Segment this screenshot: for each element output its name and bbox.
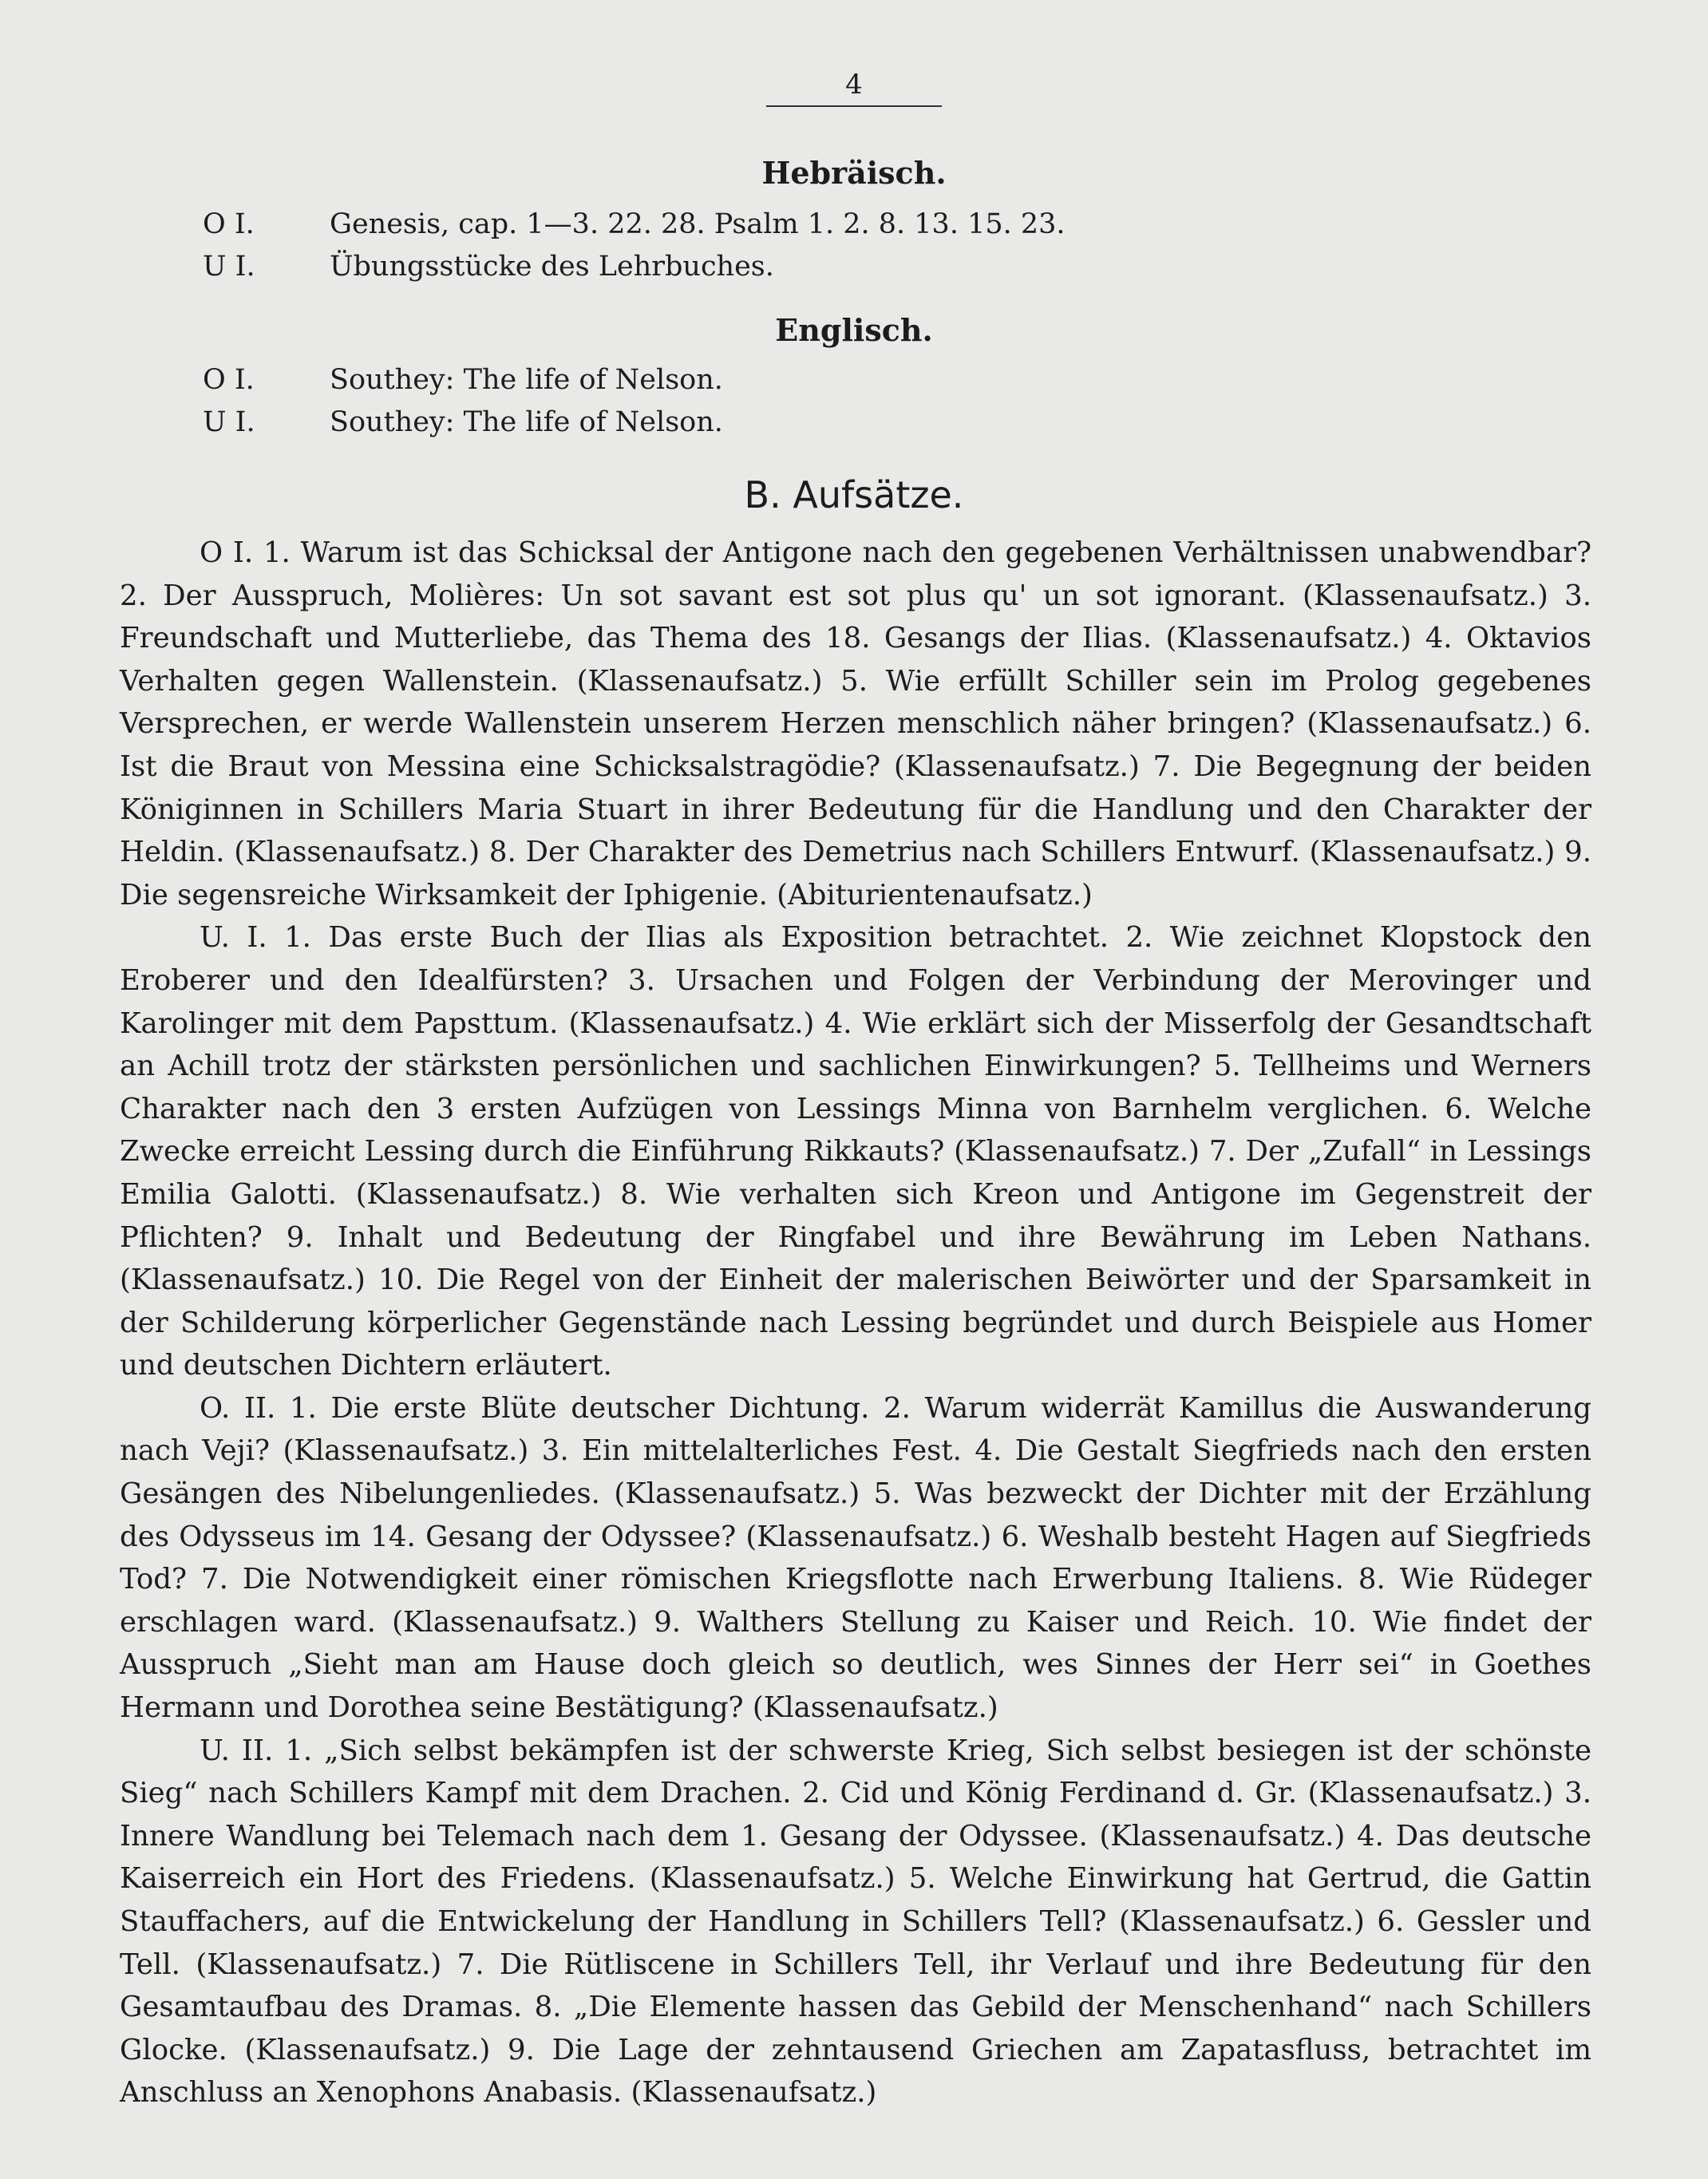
class-label: U I. <box>203 406 255 438</box>
reading-text: Southey: The life of Nelson. <box>330 364 723 396</box>
class-label: O I. <box>203 364 255 396</box>
class-label: O I. <box>203 208 255 240</box>
reading-text: Übungsstücke des Lehrbuches. <box>330 251 774 283</box>
class-label: U I. <box>203 251 255 283</box>
reading-text: Genesis, cap. 1—3. 22. 28. Psalm 1. 2. 8. 13. 15. 23. <box>330 208 1066 240</box>
reading-text: Southey: The life of Nelson. <box>330 406 723 438</box>
page-number: 4 <box>766 69 942 107</box>
essay-paragraph-u2: U. II. 1. „Sich selbst bekämpfen ist der schwerste Krieg, Sich selbst besiegen ist der schönste Sieg“ nach Schillers Kampf mit dem Drachen. 2. Cid und König Ferdinand d. Gr. (Klassenaufsatz.) 3. Innere Wandlung bei Telemach nach dem 1. Gesang der Odyssee. (Klassenaufsatz.) 4. Das deutsche Kaiserreich ein Hort des Friedens. (Klassenaufsatz.) 5. Welche Einwirkung hat Gertrud, die Gattin Stauffachers, auf die Entwickelung der Handlung in Schillers Tell? (Klassenaufsatz.) 6. Gessler und Tell. (Klassenaufsatz.) 7. Die Rütliscene in Schillers Tell, ihr Verlauf und ihre Bedeutung für den Gesamtaufbau des Dramas. 8. „Die Elemente hassen das Gebild der Menschenhand“ nach Schillers Glocke. (Klassenaufsatz.) 9. Die Lage der zehntausend Griechen am Zapatasfluss, betrachtet im Anschluss an Xenophons Anabasis. (Klassenaufsatz.) <box>120 1734 1591 2110</box>
section-heading-english: Englisch. <box>775 312 933 348</box>
essays-body <box>120 532 1591 2114</box>
section-heading-hebrew: Hebräisch. <box>761 155 947 191</box>
essay-paragraph-u1: U. I. 1. Das erste Buch der Ilias als Exposition betrachtet. 2. Wie zeichnet Klopstock den Eroberer und den Idealfürsten? 3. Ursachen und Folgen der Verbindung der Merovinger und Karolinger mit dem Papsttum. (Klassenaufsatz.) 4. Wie erklärt sich der Misserfolg der Gesandtschaft an Achill trotz der stärksten persönlichen und sachlichen Einwirkungen? 5. Tellheims und Werners Charakter nach den 3 ersten Aufzügen von Lessings Minna von Barnhelm verglichen. 6. Welche Zwecke erreicht Lessing durch die Einführung Rikkauts? (Klassenaufsatz.) 7. Der „Zufall“ in Lessings Emilia Galotti. (Klassenaufsatz.) 8. Wie verhalten sich Kreon und Antigone im Gegenstreit der Pflichten? 9. Inhalt und Bedeutung der Ringfabel und ihre Bewährung im Leben Nathans. (Klassenaufsatz.) 10. Die Regel von der Einheit der malerischen Beiwörter und der Sparsamkeit in der Schilderung körperlicher Gegenstände nach Lessing begründet und durch Beispiele aus Homer und deutschen Dichtern erläutert. <box>120 921 1591 1382</box>
essay-paragraph-o1: O I. 1. Warum ist das Schicksal der Antigone nach den gegebenen Verhältnissen unabwendbar? 2. Der Ausspruch, Molières: Un sot savant est sot plus qu' un sot ignorant. (Klassenaufsatz.) 3. Freundschaft und Mutterliebe, das Thema des 18. Gesangs der Ilias. (Klassenaufsatz.) 4. Oktavios Verhalten gegen Wallenstein. (Klassenaufsatz.) 5. Wie erfüllt Schiller sein im Prolog gegebenes Versprechen, er werde Wallenstein unserem Herzen menschlich näher bringen? (Klassenaufsatz.) 6. Ist die Braut von Messina eine Schicksalstragödie? (Klassenaufsatz.) 7. Die Begegnung der beiden Königinnen in Schillers Maria Stuart in ihrer Bedeutung für die Handlung und den Charakter der Heldin. (Klassenaufsatz.) 8. Der Charakter des Demetrius nach Schillers Entwurf. (Klassenaufsatz.) 9. Die segensreiche Wirksamkeit der Iphigenie. (Abiturientenaufsatz.) <box>120 536 1591 912</box>
section-heading-essays: B. Aufsätze. <box>744 473 964 516</box>
essay-paragraph-o2: O. II. 1. Die erste Blüte deutscher Dichtung. 2. Warum widerrät Kamillus die Auswanderung nach Veji? (Klassenaufsatz.) 3. Ein mittelalterliches Fest. 4. Die Gestalt Siegfrieds nach den ersten Gesängen des Nibelungenliedes. (Klassenaufsatz.) 5. Was bezweckt der Dichter mit der Erzählung des Odysseus im 14. Gesang der Odyssee? (Klassenaufsatz.) 6. Weshalb besteht Hagen auf Siegfrieds Tod? 7. Die Notwendigkeit einer römischen Kriegsflotte nach Erwerbung Italiens. 8. Wie Rüdeger erschlagen ward. (Klassenaufsatz.) 9. Walthers Stellung zu Kaiser und Reich. 10. Wie findet der Ausspruch „Sieht man am Hause doch gleich so deutlich, wes Sinnes der Herr sei“ in Goethes Hermann und Dorothea seine Bestätigung? (Klassenaufsatz.) <box>120 1391 1591 1725</box>
